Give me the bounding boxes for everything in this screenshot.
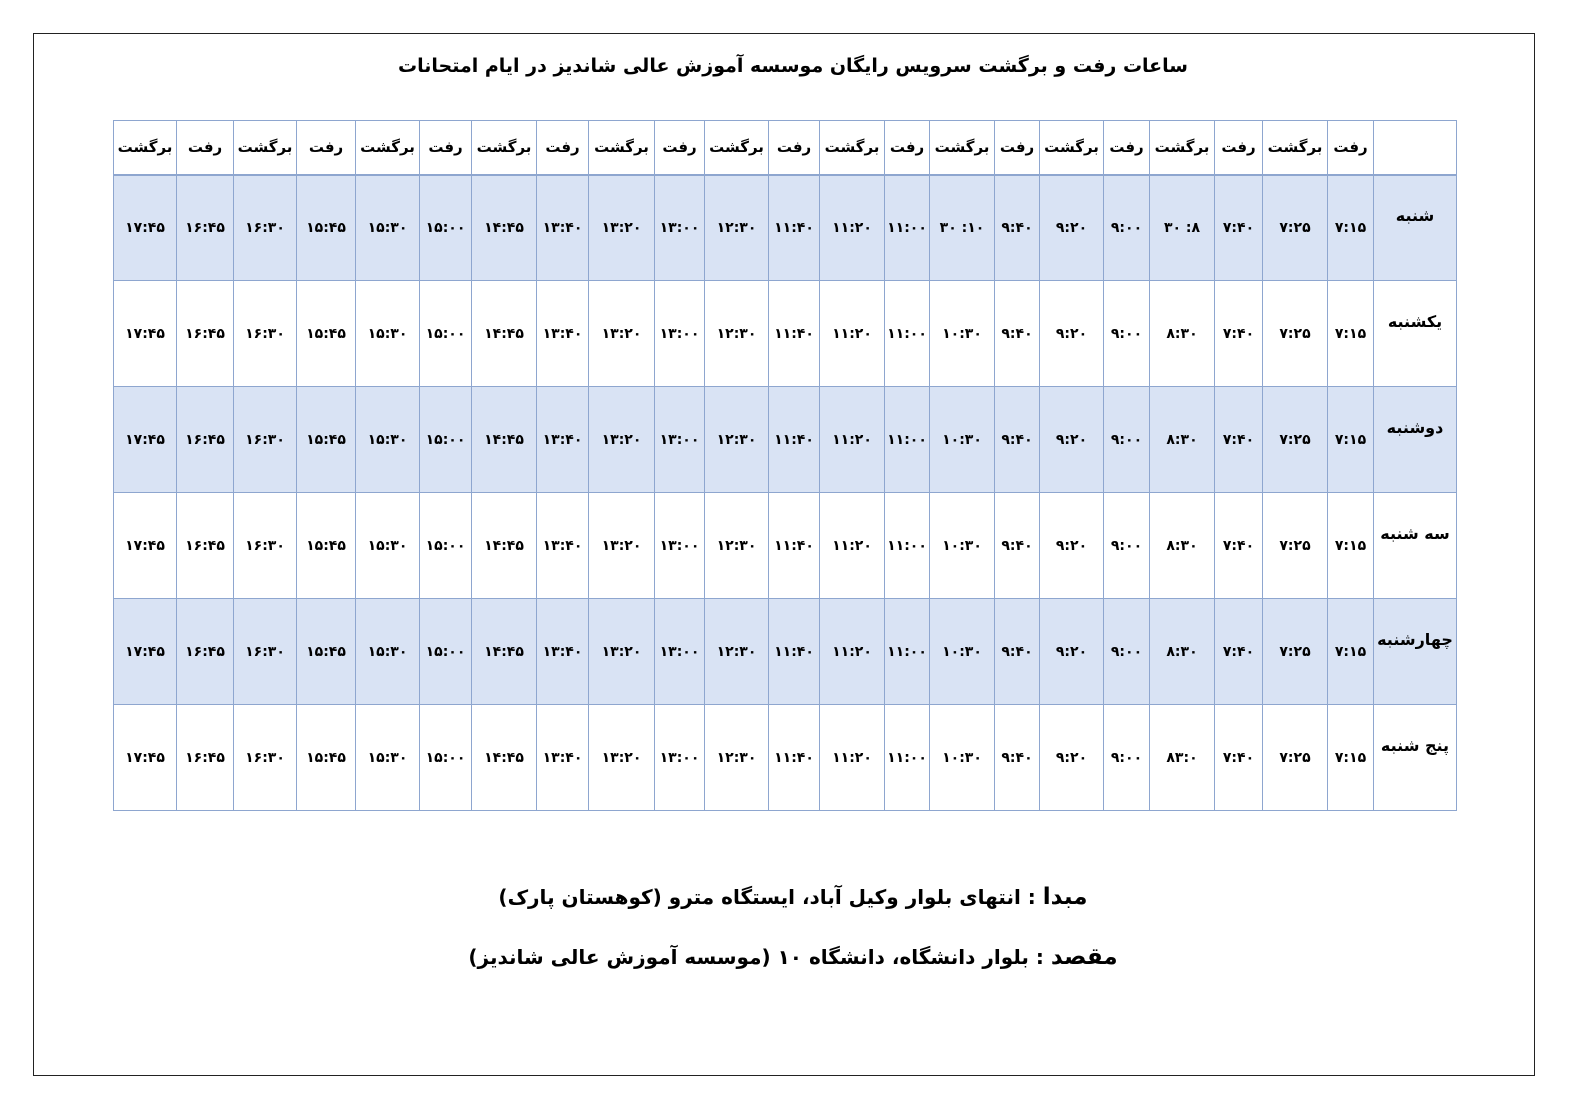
time-cell: ۱۶:۳۰ — [234, 175, 297, 281]
time-cell: ۱۴:۴۵ — [472, 493, 537, 599]
time-cell: ۱۰:۳۰ — [930, 493, 995, 599]
time-cell: ۱۳:۴۰ — [537, 175, 589, 281]
time-cell: ۷:۴۰ — [1215, 387, 1263, 493]
time-cell: ۱۵:۳۰ — [356, 705, 420, 811]
time-cell: ۱۳:۴۰ — [537, 599, 589, 705]
time-cell: ۱۶:۳۰ — [234, 387, 297, 493]
time-cell: ۷:۱۵ — [1328, 705, 1374, 811]
time-cell: ۱۳:۰۰ — [655, 387, 705, 493]
schedule-table — [113, 120, 1457, 811]
time-cell: ۱۳:۴۰ — [537, 281, 589, 387]
time-cell: ۱۶:۴۵ — [177, 387, 234, 493]
time-cell: ۷:۴۰ — [1215, 281, 1263, 387]
time-cell: ۱۱:۲۰ — [820, 281, 885, 387]
time-cell: ۱۱:۰۰ — [885, 387, 930, 493]
time-cell: ۱۰:۳۰ — [930, 599, 995, 705]
time-cell: ۱۵:۰۰ — [420, 281, 472, 387]
day-label: سه شنبه — [1374, 493, 1457, 599]
day-label: دوشنبه — [1374, 387, 1457, 493]
time-cell: ۱۵:۴۵ — [297, 493, 356, 599]
time-cell: ۹:۰۰ — [1104, 705, 1150, 811]
column-header: برگشت — [1040, 121, 1104, 175]
time-cell: ۹:۲۰ — [1040, 599, 1104, 705]
time-cell: ۹:۴۰ — [995, 705, 1040, 811]
time-cell: ۱۵:۴۵ — [297, 175, 356, 281]
time-cell: ۱۰:۳۰ — [930, 281, 995, 387]
time-cell: ۹:۲۰ — [1040, 281, 1104, 387]
time-cell: ۱۰:۳۰ — [930, 705, 995, 811]
time-cell: ۱۳:۰۰ — [655, 599, 705, 705]
time-cell: ۱۱:۰۰ — [885, 281, 930, 387]
destination-separator: : — [1028, 945, 1051, 969]
time-cell: ۹:۰۰ — [1104, 387, 1150, 493]
destination-label: مقصد — [1050, 944, 1118, 970]
time-cell: ۱۵:۳۰ — [356, 493, 420, 599]
day-label: پنج شنبه — [1374, 705, 1457, 811]
time-cell: ۷:۲۵ — [1263, 175, 1328, 281]
time-cell: ۱۶:۳۰ — [234, 281, 297, 387]
destination-line — [0, 944, 1586, 970]
time-cell: ۱۳:۴۰ — [537, 493, 589, 599]
time-cell: ۱۲:۳۰ — [705, 705, 769, 811]
table-row — [114, 705, 1457, 811]
time-cell: ۱۵:۰۰ — [420, 493, 472, 599]
time-cell: ۱۱:۰۰ — [885, 493, 930, 599]
time-cell: ۱۶:۴۵ — [177, 599, 234, 705]
day-label: شنبه — [1374, 175, 1457, 281]
time-cell: ۷:۴۰ — [1215, 705, 1263, 811]
time-cell: ۷:۱۵ — [1328, 281, 1374, 387]
time-cell: ۱۷:۴۵ — [114, 599, 177, 705]
table-row — [114, 493, 1457, 599]
time-cell: ۱۲:۳۰ — [705, 175, 769, 281]
time-cell: ۹:۰۰ — [1104, 599, 1150, 705]
time-cell: ۱۲:۳۰ — [705, 599, 769, 705]
time-cell: ۱۴:۴۵ — [472, 599, 537, 705]
time-cell: ۹:۰۰ — [1104, 281, 1150, 387]
time-cell: ۱۱:۲۰ — [820, 175, 885, 281]
destination-text: بلوار دانشگاه، دانشگاه ۱۰ (موسسه آموزش عالی شاندیز) — [468, 945, 1029, 969]
column-header: رفت — [769, 121, 820, 175]
time-cell: ۱۳:۲۰ — [589, 493, 655, 599]
time-cell: ۱۳:۲۰ — [589, 599, 655, 705]
time-cell: ۱۵:۰۰ — [420, 387, 472, 493]
time-cell: ۱۰:۳۰ — [930, 387, 995, 493]
column-header: رفت — [1328, 121, 1374, 175]
time-cell: ۱۱:۴۰ — [769, 599, 820, 705]
time-cell: ۸:۳۰ — [1150, 387, 1215, 493]
time-cell: ۸:۳۰ — [1150, 281, 1215, 387]
column-header: برگشت — [930, 121, 995, 175]
time-cell: ۹:۴۰ — [995, 493, 1040, 599]
origin-text: انتهای بلوار وکیل آباد، ایستگاه مترو (کوهستان پارک) — [498, 885, 1021, 909]
time-cell: ۱۲:۳۰ — [705, 493, 769, 599]
time-cell: ۱۳:۲۰ — [589, 705, 655, 811]
time-cell: ۷:۴۰ — [1215, 599, 1263, 705]
time-cell: ۹:۲۰ — [1040, 493, 1104, 599]
time-cell: ۱۶:۳۰ — [234, 493, 297, 599]
time-cell: ۱۶:۴۵ — [177, 705, 234, 811]
time-cell: ۹:۴۰ — [995, 175, 1040, 281]
time-cell: ۱۱:۴۰ — [769, 175, 820, 281]
time-cell: ۱۷:۴۵ — [114, 281, 177, 387]
time-cell: ۱۶:۴۵ — [177, 281, 234, 387]
time-cell: ۱۳:۴۰ — [537, 705, 589, 811]
time-cell: ۱۴:۴۵ — [472, 705, 537, 811]
time-cell: ۷:۲۵ — [1263, 387, 1328, 493]
time-cell: ۸۳:۰ — [1150, 705, 1215, 811]
time-cell: ۱۲:۳۰ — [705, 281, 769, 387]
time-cell: ۱۴:۴۵ — [472, 281, 537, 387]
time-cell: ۱۱:۰۰ — [885, 599, 930, 705]
time-cell: ۱۵:۴۵ — [297, 281, 356, 387]
column-header: برگشت — [1263, 121, 1328, 175]
time-cell: ۱۵:۴۵ — [297, 705, 356, 811]
time-cell: ۱۱:۲۰ — [820, 705, 885, 811]
time-cell: ۷:۱۵ — [1328, 175, 1374, 281]
column-header: رفت — [1104, 121, 1150, 175]
column-header: برگشت — [820, 121, 885, 175]
time-cell: ۸:۳۰ — [1150, 599, 1215, 705]
time-cell: ۷:۲۵ — [1263, 281, 1328, 387]
time-cell: ۱۵:۰۰ — [420, 599, 472, 705]
column-header: رفت — [995, 121, 1040, 175]
time-cell: ۱۵:۰۰ — [420, 175, 472, 281]
time-cell: ۱۱:۰۰ — [885, 705, 930, 811]
time-cell: ۱۳:۰۰ — [655, 493, 705, 599]
time-cell: ۱۵:۳۰ — [356, 281, 420, 387]
time-cell: ۱۳:۲۰ — [589, 387, 655, 493]
origin-label: مبدا — [1042, 884, 1088, 910]
time-cell: ۱۳:۰۰ — [655, 175, 705, 281]
time-cell: ۱۶:۴۵ — [177, 493, 234, 599]
time-cell: ۱۳:۰۰ — [655, 281, 705, 387]
column-header: رفت — [1215, 121, 1263, 175]
time-cell: ۱۵:۴۵ — [297, 387, 356, 493]
time-cell: ۸:۳۰ — [1150, 493, 1215, 599]
time-cell: ۷:۴۰ — [1215, 175, 1263, 281]
column-header: رفت — [420, 121, 472, 175]
header-row — [114, 121, 1457, 175]
time-cell: ۹:۲۰ — [1040, 387, 1104, 493]
time-cell: ۱۶:۴۵ — [177, 175, 234, 281]
time-cell: ۸: ۳۰ — [1150, 175, 1215, 281]
column-header: برگشت — [589, 121, 655, 175]
time-cell: ۱۶:۳۰ — [234, 705, 297, 811]
time-cell: ۱۰: ۳۰ — [930, 175, 995, 281]
table-row — [114, 599, 1457, 705]
time-cell: ۷:۱۵ — [1328, 599, 1374, 705]
column-header: رفت — [297, 121, 356, 175]
table-row — [114, 387, 1457, 493]
schedule-body — [114, 175, 1457, 811]
column-header: رفت — [177, 121, 234, 175]
time-cell: ۱۱:۴۰ — [769, 705, 820, 811]
column-header: رفت — [537, 121, 589, 175]
time-cell: ۱۳:۲۰ — [589, 175, 655, 281]
time-cell: ۱۱:۰۰ — [885, 175, 930, 281]
time-cell: ۱۵:۳۰ — [356, 599, 420, 705]
header-corner — [1374, 121, 1457, 175]
time-cell: ۹:۴۰ — [995, 599, 1040, 705]
time-cell: ۱۷:۴۵ — [114, 493, 177, 599]
origin-separator: : — [1020, 885, 1043, 909]
time-cell: ۱۴:۴۵ — [472, 387, 537, 493]
time-cell: ۱۶:۳۰ — [234, 599, 297, 705]
time-cell: ۹:۲۰ — [1040, 175, 1104, 281]
time-cell: ۱۱:۲۰ — [820, 599, 885, 705]
time-cell: ۷:۲۵ — [1263, 599, 1328, 705]
time-cell: ۱۱:۲۰ — [820, 493, 885, 599]
table-row — [114, 281, 1457, 387]
time-cell: ۱۷:۴۵ — [114, 175, 177, 281]
column-header: برگشت — [356, 121, 420, 175]
time-cell: ۱۳:۰۰ — [655, 705, 705, 811]
time-cell: ۷:۴۰ — [1215, 493, 1263, 599]
time-cell: ۷:۲۵ — [1263, 705, 1328, 811]
time-cell: ۱۵:۴۵ — [297, 599, 356, 705]
time-cell: ۷:۲۵ — [1263, 493, 1328, 599]
time-cell: ۹:۰۰ — [1104, 493, 1150, 599]
column-header: برگشت — [234, 121, 297, 175]
column-header: برگشت — [472, 121, 537, 175]
column-header: رفت — [655, 121, 705, 175]
time-cell: ۱۲:۳۰ — [705, 387, 769, 493]
time-cell: ۱۵:۳۰ — [356, 175, 420, 281]
time-cell: ۹:۴۰ — [995, 387, 1040, 493]
day-label: یکشنبه — [1374, 281, 1457, 387]
time-cell: ۹:۲۰ — [1040, 705, 1104, 811]
time-cell: ۱۵:۰۰ — [420, 705, 472, 811]
column-header: برگشت — [705, 121, 769, 175]
time-cell: ۱۱:۴۰ — [769, 493, 820, 599]
time-cell: ۱۱:۴۰ — [769, 387, 820, 493]
time-cell: ۱۵:۳۰ — [356, 387, 420, 493]
column-header: برگشت — [1150, 121, 1215, 175]
time-cell: ۱۳:۴۰ — [537, 387, 589, 493]
origin-line — [0, 884, 1586, 910]
time-cell: ۱۳:۲۰ — [589, 281, 655, 387]
time-cell: ۹:۴۰ — [995, 281, 1040, 387]
day-label: چهارشنبه — [1374, 599, 1457, 705]
time-cell: ۱۷:۴۵ — [114, 387, 177, 493]
time-cell: ۱۱:۲۰ — [820, 387, 885, 493]
page-title: ساعات رفت و برگشت سرویس رایگان موسسه آموزش عالی شاندیز در ایام امتحانات — [398, 55, 1188, 77]
time-cell: ۹:۰۰ — [1104, 175, 1150, 281]
time-cell: ۱۴:۴۵ — [472, 175, 537, 281]
column-header: رفت — [885, 121, 930, 175]
time-cell: ۷:۱۵ — [1328, 493, 1374, 599]
time-cell: ۱۱:۴۰ — [769, 281, 820, 387]
table-row — [114, 175, 1457, 281]
time-cell: ۱۷:۴۵ — [114, 705, 177, 811]
time-cell: ۷:۱۵ — [1328, 387, 1374, 493]
column-header: برگشت — [114, 121, 177, 175]
